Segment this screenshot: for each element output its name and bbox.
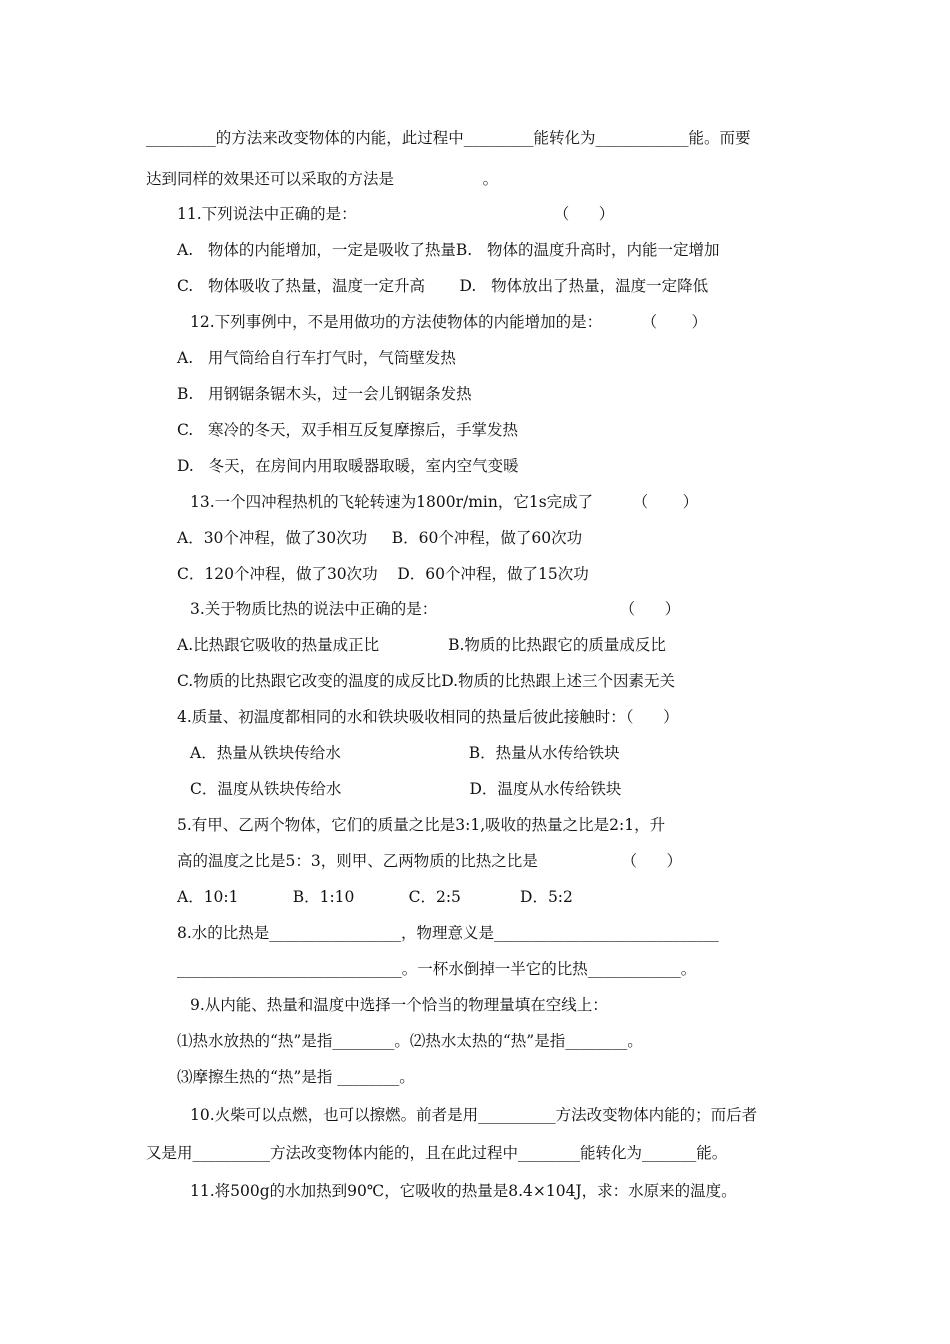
question-12-option-c: C. 寒冷的冬天，双手相互反复摩擦后，手掌发热 <box>177 421 519 439</box>
question-4-options-ab: A．热量从铁块传给水 B．热量从水传给铁块 <box>190 744 620 762</box>
question-12-option-d: D. 冬天，在房间内用取暖器取暖，室内空气变暖 <box>177 457 519 475</box>
question-5-options: A．10:1 B．1:10 C．2:5 D．5:2 <box>177 888 573 906</box>
question-3-options-cd: C.物质的比热跟它改变的温度的成反比D.物质的比热跟上述三个因素无关 <box>177 672 676 690</box>
text-line-2: 达到同样的效果还可以采取的方法是 。 <box>146 170 499 188</box>
text-line-1: _________的方法来改变物体的内能，此过程中_________能转化为____________能。而要 <box>146 129 751 147</box>
question-13-stem: 13.一个四冲程热机的飞轮转速为1800r/min，它1s完成了 （ ） <box>190 493 699 511</box>
question-5-stem-line-1: 5.有甲、乙两个物体，它们的质量之比是3:1,吸收的热量之比是2:1，升 <box>177 816 666 834</box>
question-11-options-cd: C. 物体吸收了热量，温度一定升高 D. 物体放出了热量，温度一定降低 <box>177 277 709 295</box>
question-12-option-b: B. 用钢锯条锯木头，过一会儿钢锯条发热 <box>177 385 472 403</box>
question-9-stem: 9.从内能、热量和温度中选择一个恰当的物理量填在空线上： <box>190 996 608 1014</box>
question-3-stem: 3.关于物质比热的说法中正确的是： （ ） <box>190 600 681 618</box>
question-13-options-cd: C．120个冲程，做了30次功 D．60个冲程，做了15次功 <box>177 565 589 583</box>
question-10-line-1: 10.火柴可以点燃，也可以擦燃。前者是用__________方法改变物体内能的；而后者 <box>190 1106 758 1124</box>
question-11-stem: 11.下列说法中正确的是： （ ） <box>177 205 615 223</box>
question-9-items-1-2: ⑴热水放热的“热”是指________。⑵热水太热的“热”是指________。 <box>177 1032 643 1050</box>
question-5-stem-line-2: 高的温度之比是5：3，则甲、乙两物质的比热之比是 （ ） <box>177 852 683 870</box>
question-3-options-ab: A.比热跟它吸收的热量成正比 B.物质的比热跟它的质量成反比 <box>177 636 666 654</box>
question-4-options-cd: C．温度从铁块传给水 D．温度从水传给铁块 <box>190 780 622 798</box>
question-4-stem: 4.质量、初温度都相同的水和铁块吸收相同的热量后彼此接触时：（ ） <box>177 708 679 726</box>
question-12-option-a: A. 用气筒给自行车打气时，气筒壁发热 <box>177 349 456 367</box>
question-11-options-ab: A. 物体的内能增加，一定是吸收了热量B. 物体的温度升高时，内能一定增加 <box>177 241 720 259</box>
question-13-options-ab: A．30个冲程，做了30次功 B．60个冲程，做了60次功 <box>177 529 583 547</box>
question-11-calc: 11.将500g的水加热到90℃，它吸收的热量是8.4×104J，求：水原来的温度。 <box>190 1182 737 1200</box>
question-9-item-3: ⑶摩擦生热的“热”是指 ________。 <box>177 1068 415 1086</box>
question-8-line-2: _____________________________。一杯水倒掉一半它的比热____________。 <box>177 960 697 978</box>
question-12-stem: 12.下列事例中，不是用做功的方法使物体的内能增加的是： （ ） <box>190 313 708 331</box>
question-8-line-1: 8.水的比热是_________________，物理意义是_____________________________ <box>177 924 719 942</box>
question-10-line-2: 又是用__________方法改变物体内能的，且在此过程中________能转化为_______能。 <box>146 1144 728 1162</box>
